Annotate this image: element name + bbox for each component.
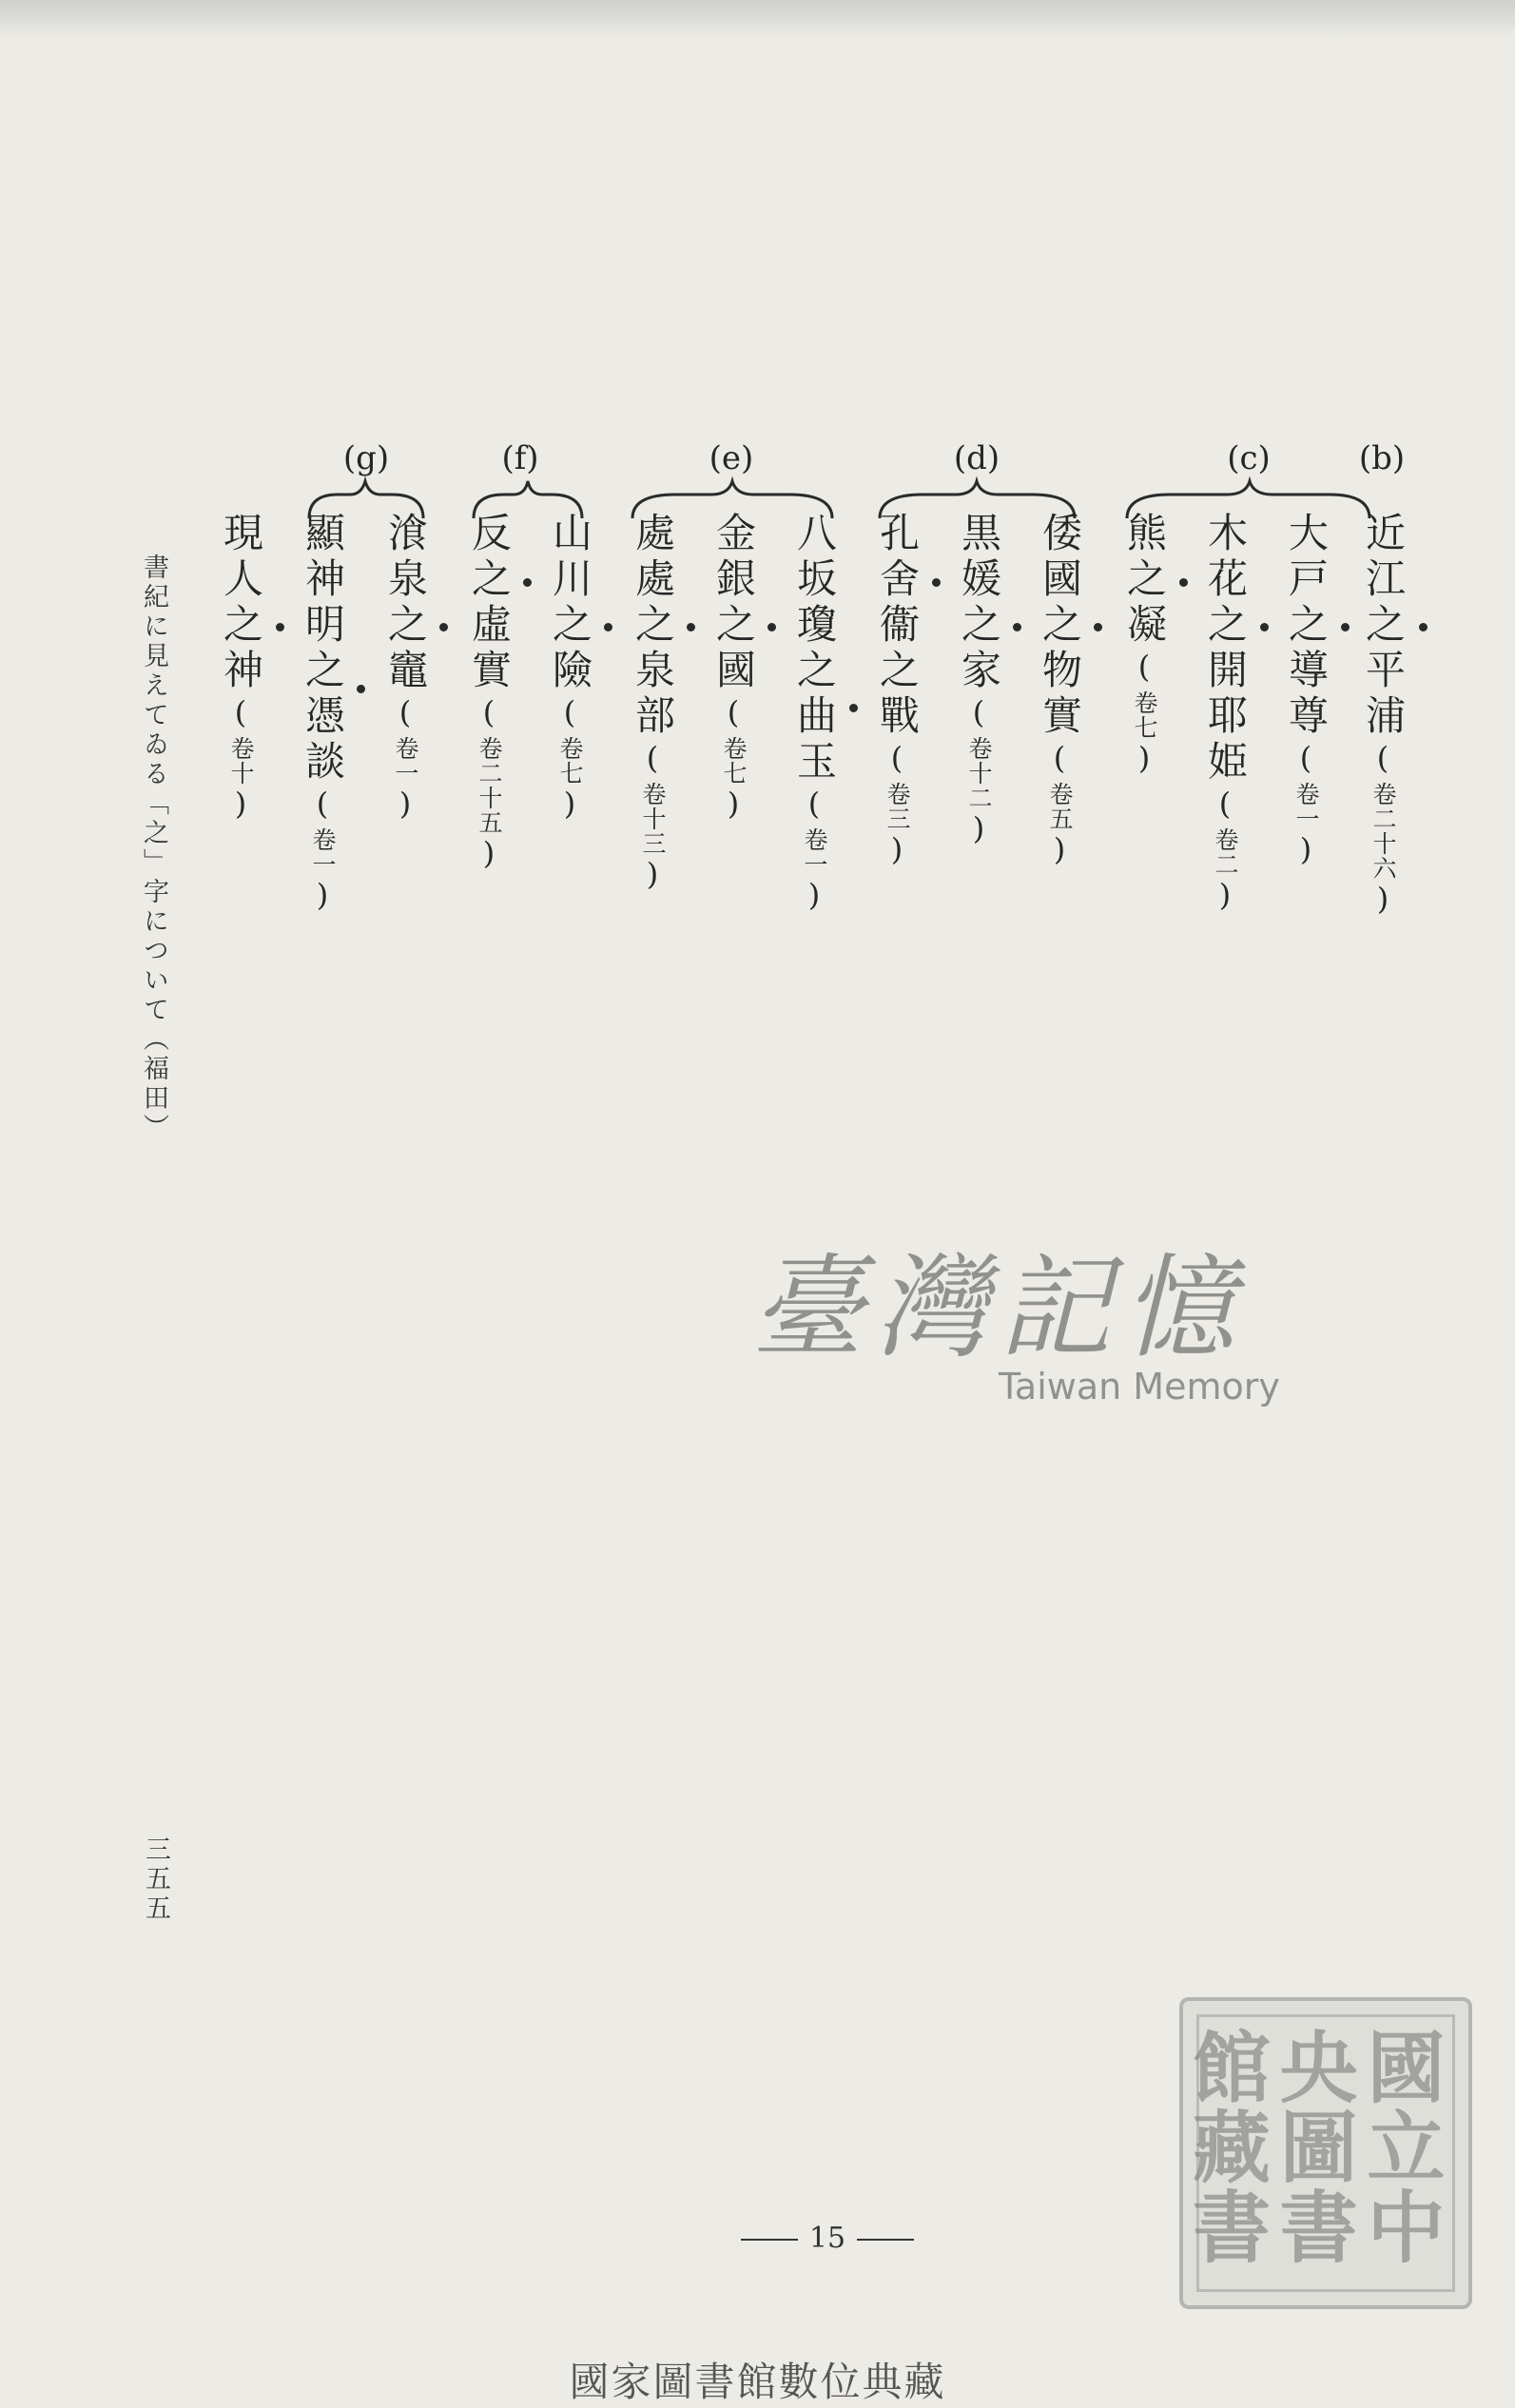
entry-text: 反之虛實 [466, 512, 513, 694]
separator-dot [1419, 623, 1428, 631]
separator-dot [604, 623, 612, 631]
entry-column: 黒媛之家(卷十二) [956, 512, 1002, 852]
separator-dot [1341, 623, 1350, 631]
entry-text: 大戸之導尊 [1283, 512, 1330, 740]
volume-ref: 卷七 [1131, 690, 1158, 740]
entry-column: 熊之凝(卷七) [1121, 512, 1168, 782]
volume-ref: 卷五 [1046, 782, 1074, 831]
page-number-kanji: 三五五 [141, 1835, 170, 1924]
entry-column: 山川之險(卷七) [547, 512, 593, 827]
library-seal-stamp [1179, 1997, 1472, 2309]
entry-text: 熊之凝 [1121, 512, 1168, 649]
entry-text: 湌泉之竈 [382, 512, 429, 694]
running-head-author: （福田） [139, 1025, 168, 1143]
group-label-c: (c) [1227, 439, 1271, 477]
separator-dot [1260, 623, 1269, 631]
volume-ref: 卷十 [227, 736, 255, 786]
watermark [751, 1217, 1284, 1408]
entry-text: 倭國之物實 [1037, 512, 1083, 740]
entry-column: 顯神明之憑談(卷一) [300, 512, 346, 919]
group-label-f: (f) [501, 439, 539, 477]
entry-text: 木花之開耶姫 [1202, 512, 1249, 786]
separator-dot [276, 623, 284, 631]
entry-text: 山川之險 [547, 512, 593, 694]
entry-column: 孔舍衞之戰(卷三) [874, 512, 921, 873]
volume-ref: 卷一 [1292, 782, 1320, 831]
separator-dot [523, 578, 532, 587]
group-label-g: (g) [342, 439, 390, 477]
separator-dot [849, 704, 858, 712]
folio-rule [857, 2239, 914, 2241]
entry-column: 湌泉之竈(卷一) [382, 512, 429, 827]
volume-ref: 卷七 [720, 736, 748, 786]
footer-archive-label: 國家圖書館數位典藏 [569, 2359, 946, 2405]
entry-text: 顯神明之憑談 [300, 512, 346, 786]
volume-ref: 卷三 [884, 782, 911, 831]
entry-text: 金銀之國 [710, 512, 757, 694]
entry-column: 金銀之國(卷七) [710, 512, 757, 827]
volume-ref: 卷一 [309, 827, 337, 877]
entry-text: 黒媛之家 [956, 512, 1002, 694]
watermark-chinese: 臺灣記憶 [751, 1242, 1247, 1373]
entry-column: 現人之神(卷十) [218, 512, 264, 827]
separator-dot [932, 578, 941, 587]
separator-dot [1013, 623, 1021, 631]
folio [723, 2222, 932, 2255]
entry-column: 近江之平浦(卷二十六) [1360, 512, 1407, 922]
stamp-text: 國立中央圖書館藏書 [1196, 2014, 1455, 2292]
volume-ref: 卷二 [1212, 827, 1239, 877]
running-head [141, 553, 166, 1143]
entry-column: 反之虛實(卷二十五) [466, 512, 513, 877]
separator-dot [1094, 623, 1102, 631]
running-head-title: 書紀に見えてゐる「之」字について [139, 553, 168, 1025]
separator-dot [439, 623, 448, 631]
volume-ref: 卷十三 [639, 782, 667, 856]
separator-dot [767, 623, 776, 631]
volume-ref: 卷一 [392, 736, 419, 786]
folio-number: 15 [808, 2222, 846, 2255]
entry-text: 處處之泉部 [630, 512, 676, 740]
watermark-english: Taiwan Memory [999, 1366, 1280, 1408]
separator-dot [357, 685, 365, 693]
volume-ref: 卷十二 [965, 736, 993, 810]
volume-ref: 卷七 [556, 736, 584, 786]
entry-text: 孔舍衞之戰 [874, 512, 921, 740]
entry-text: 近江之平浦 [1360, 512, 1407, 740]
separator-dot [687, 623, 695, 631]
entry-column: 處處之泉部(卷十三) [630, 512, 676, 898]
entry-column: 八坂瓊之曲玉(卷一) [791, 512, 838, 919]
separator-dot [1179, 578, 1188, 587]
group-label-b: (b) [1358, 439, 1406, 477]
volume-ref: 卷二十五 [476, 736, 503, 835]
entry-column: 大戸之導尊(卷一) [1283, 512, 1330, 873]
entry-column: 倭國之物實(卷五) [1037, 512, 1083, 873]
volume-ref: 卷二十六 [1369, 782, 1397, 881]
volume-ref: 卷一 [801, 827, 828, 877]
group-label-e: (e) [709, 439, 754, 477]
entry-text: 現人之神 [218, 512, 264, 694]
entry-column: 木花之開耶姫(卷二) [1202, 512, 1249, 919]
folio-rule [741, 2239, 798, 2241]
entry-text: 八坂瓊之曲玉 [791, 512, 838, 786]
group-label-d: (d) [953, 439, 1000, 477]
